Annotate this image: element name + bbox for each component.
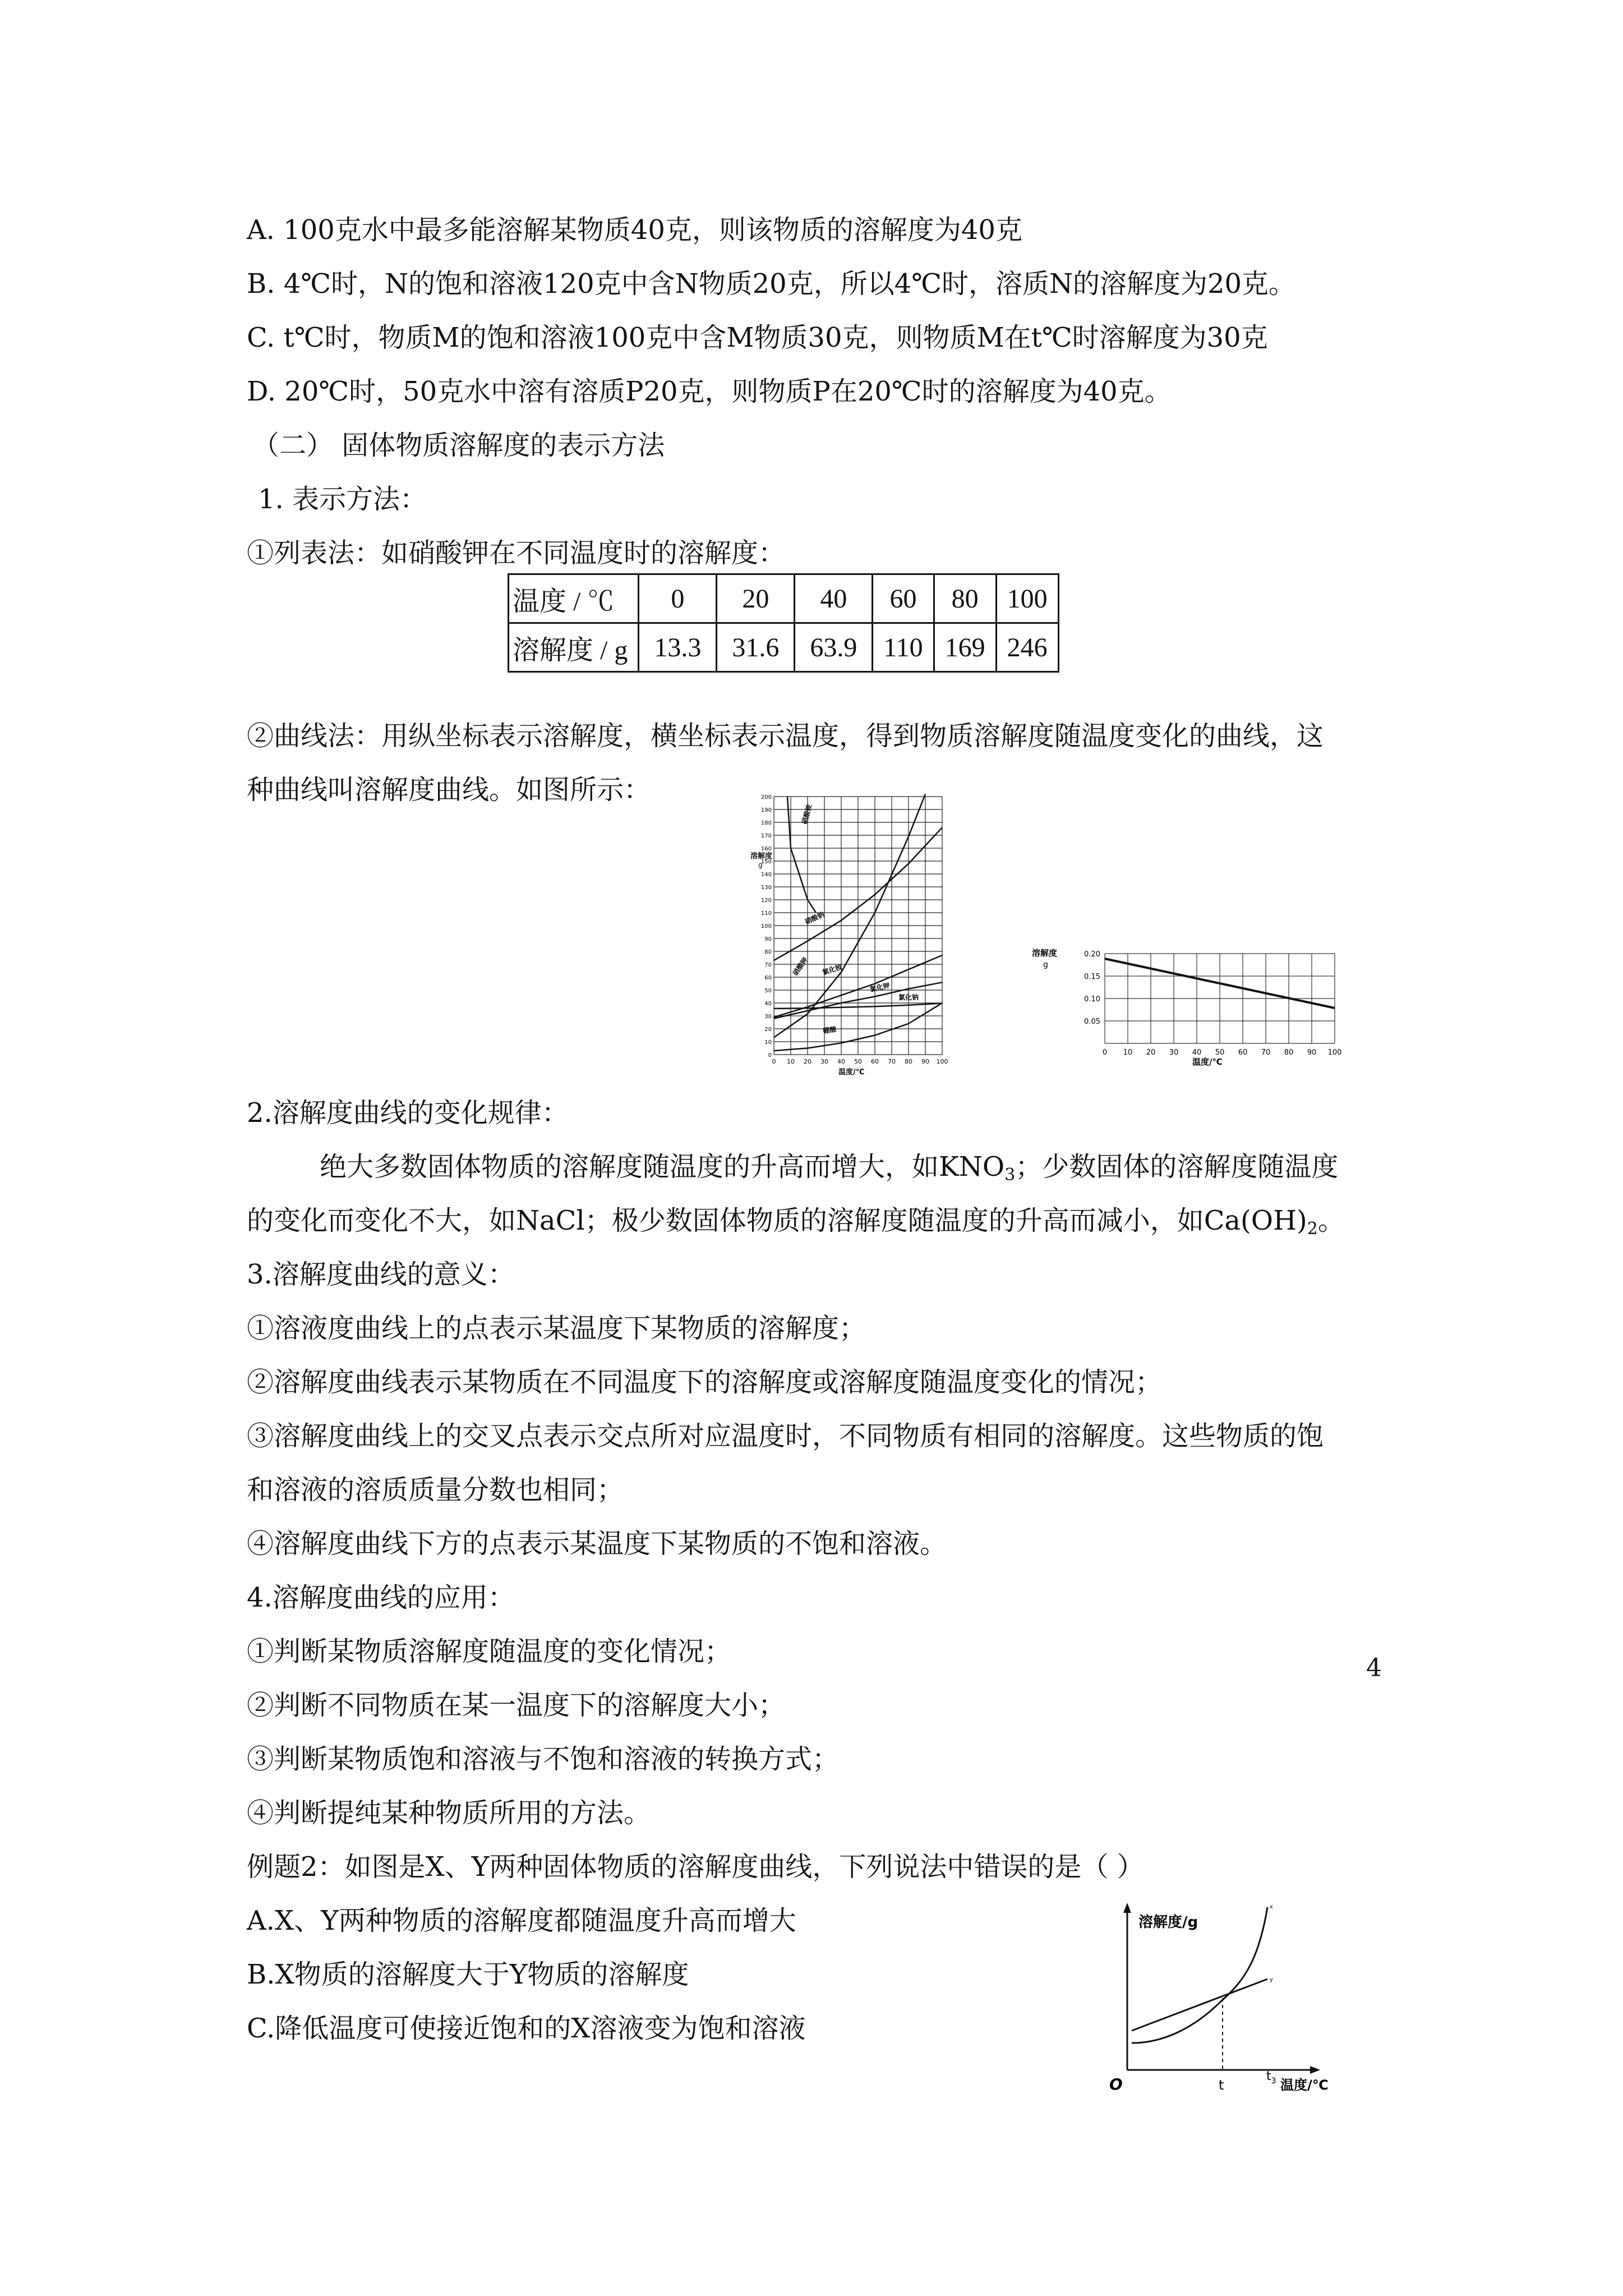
meaning-heading: 3.溶解度曲线的意义：: [247, 1259, 515, 1290]
ytick-label: 150: [760, 859, 772, 865]
curve-y-label: y: [1270, 1977, 1273, 1983]
ytick-label: 50: [764, 988, 772, 994]
xtick-label: 20: [804, 1058, 811, 1065]
table-cell: 0: [639, 574, 717, 623]
rules-text: 的变化而变化不大，如NaCl；极少数固体物质的溶解度随温度的升高而减小，如Ca(OH): [247, 1205, 1307, 1236]
rules-text: 。: [1317, 1205, 1345, 1236]
solubility-curves-chart: [740, 791, 965, 1083]
xtick-label: 90: [921, 1058, 929, 1065]
option-c: C. t℃时，物质M的饱和溶液100克中含M物质30克，则物质M在t℃时溶解度为30克: [247, 322, 1268, 353]
table-row: [509, 623, 1059, 672]
xtick-label: 100: [1327, 1048, 1342, 1057]
ytick-label: 70: [764, 962, 772, 968]
rules-line-2: [247, 1204, 1345, 1246]
curve-x-label: x: [1270, 1904, 1273, 1910]
meaning-item: 和溶液的溶质质量分数也相同；: [247, 1474, 624, 1506]
table-cell: 110: [873, 623, 934, 672]
xtick-label: 30: [820, 1058, 828, 1065]
curve-label: 硝酸钾: [791, 956, 810, 977]
xtick-label: 90: [1307, 1048, 1317, 1057]
ytick-label: 80: [764, 949, 772, 955]
chart-xticks: [1103, 1048, 1342, 1057]
ytick-label: 110: [760, 910, 772, 917]
chart-ylabel-unit: g: [1043, 960, 1048, 969]
subscript: 2: [1307, 1219, 1318, 1239]
xtick-label: 10: [787, 1058, 795, 1065]
ytick-label: 10: [764, 1039, 772, 1046]
option-d: D. 20℃时，50克水中溶有溶质P20克，则物质P在20℃时的溶解度为40克。: [247, 376, 1172, 407]
curve-intro-1: ②曲线法：用纵坐标表示溶解度，横坐标表示温度，得到物质溶解度随温度变化的曲线，这: [247, 720, 1324, 752]
ytick-label: 0.10: [1084, 995, 1100, 1004]
rules-line-1: [320, 1150, 1338, 1192]
curve-label: 硝酸钠: [804, 910, 826, 926]
xtick-label: 70: [1261, 1048, 1271, 1057]
table-cell: 温度 / ℃: [509, 574, 639, 623]
curve-label: 氯化钾: [869, 981, 891, 993]
xtick-label: 60: [1238, 1048, 1248, 1057]
meaning-item: ④溶解度曲线下方的点表示某温度下某物质的不饱和溶液。: [247, 1528, 947, 1559]
ytick-label: 20: [764, 1027, 772, 1033]
chart-xticks: [772, 1058, 948, 1065]
table-cell: 13.3: [639, 623, 717, 672]
ytick-label: 0.20: [1084, 950, 1100, 959]
application-item: ④判断提纯某种物质所用的方法。: [247, 1797, 651, 1829]
xtick-label: 50: [1215, 1048, 1225, 1057]
xtick-label: 100: [936, 1058, 948, 1065]
ytick-label: 0.15: [1084, 973, 1100, 981]
meaning-item: ①溶液度曲线上的点表示某温度下某物质的溶解度；: [247, 1313, 866, 1344]
xtick-label: 50: [854, 1058, 862, 1065]
table-cell: 63.9: [795, 623, 873, 672]
xtick-label: 80: [1284, 1048, 1294, 1057]
ytick-label: 140: [760, 872, 772, 878]
chart-yticks: [761, 794, 772, 1059]
example-option: B.X物质的溶解度大于Y物质的溶解度: [247, 1959, 689, 1990]
table-intro: ①列表法：如硝酸钾在不同温度时的溶解度：: [247, 537, 786, 569]
chart-ylabel: 溶解度/g: [1138, 1914, 1198, 1931]
ytick-label: 60: [764, 975, 772, 981]
t3-label: $t_3$: [1266, 2069, 1276, 2086]
option-a: A. 100克水中最多能溶解某物质40克，则该物质的溶解度为40克: [247, 214, 1022, 246]
application-item: ②判断不同物质在某一温度下的溶解度大小；: [247, 1690, 786, 1721]
solubility-table: [508, 573, 1059, 673]
table-cell: 溶解度 / g: [509, 623, 639, 672]
xtick-label: 40: [837, 1058, 845, 1065]
ytick-label: 30: [764, 1014, 772, 1020]
xtick-label: 0: [772, 1058, 776, 1065]
chart-xlabel: 温度/℃: [1280, 2077, 1329, 2093]
ytick-label: 120: [760, 898, 772, 904]
xtick-label: 20: [1146, 1048, 1156, 1057]
xtick-label: 30: [1169, 1048, 1179, 1057]
table-cell: 100: [996, 574, 1058, 623]
table-cell: 20: [717, 574, 795, 623]
xtick-label: 60: [871, 1058, 879, 1065]
table-cell: 31.6: [717, 623, 795, 672]
t-label: t: [1219, 2077, 1224, 2093]
chart-xlabel: 温度/℃: [1192, 1057, 1223, 1067]
y-axis-arrow: [1123, 1903, 1131, 1913]
curve-ammonium-nitrate: [787, 797, 816, 913]
meaning-item: ③溶解度曲线上的交叉点表示交点所对应温度时，不同物质有相同的溶解度。这些物质的饱: [247, 1420, 1324, 1452]
ytick-label: 200: [760, 794, 772, 800]
chart-ylabel-unit: g: [758, 861, 763, 869]
xtick-label: 70: [888, 1058, 896, 1065]
ytick-label: 170: [760, 833, 772, 839]
ytick-label: 90: [764, 936, 772, 942]
curve-label: 氯化钠: [898, 993, 919, 1001]
xtick-label: 0: [1102, 1048, 1108, 1057]
example-question: 例题2：如图是X、Y两种固体物质的溶解度曲线，下列说法中错误的是（ ）: [247, 1851, 1144, 1883]
xtick-label: 80: [905, 1058, 912, 1065]
section-heading: （二） 固体物质溶解度的表示方法: [252, 430, 665, 461]
rules-heading: 2.溶解度曲线的变化规律：: [247, 1097, 569, 1129]
xy-solubility-chart: [1099, 1896, 1357, 2098]
application-item: ③判断某物质饱和溶液与不饱和溶液的转换方式；: [247, 1743, 840, 1775]
origin-label: O: [1109, 2075, 1123, 2093]
chart-ylabel: 溶解度: [750, 852, 773, 861]
curve-label: 硼酸: [822, 1025, 837, 1035]
chart-grid: [774, 797, 942, 1055]
table-cell: 246: [996, 623, 1058, 672]
chart-ylabel: 溶解度: [1032, 948, 1058, 958]
application-heading: 4.溶解度曲线的应用：: [247, 1582, 515, 1613]
table-cell: 80: [934, 574, 996, 623]
ytick-label: 190: [760, 807, 772, 813]
example-option: A.X、Y两种物质的溶解度都随温度升高而增大: [247, 1905, 796, 1936]
meaning-item: ②溶解度曲线表示某物质在不同温度下的溶解度或溶解度随温度变化的情况；: [247, 1366, 1163, 1398]
table-cell: 60: [873, 574, 934, 623]
ytick-label: 0: [768, 1052, 772, 1059]
subscript: 3: [1004, 1165, 1016, 1185]
chart-xlabel: 温度/℃: [838, 1068, 865, 1076]
example-option: C.降低温度可使接近饱和的X溶液变为饱和溶液: [247, 2013, 806, 2044]
chart-yticks: [1084, 950, 1100, 1026]
ytick-label: 130: [760, 885, 772, 891]
ytick-label: 40: [764, 1001, 772, 1007]
table-cell: 40: [795, 574, 873, 623]
table-cell: 169: [934, 623, 996, 672]
method-heading: 1. 表示方法：: [258, 484, 427, 515]
ytick-label: 0.05: [1084, 1018, 1100, 1026]
xtick-label: 10: [1123, 1048, 1133, 1057]
ytick-label: 180: [760, 820, 772, 826]
table-row: [509, 574, 1059, 623]
curve-intro-2: 种曲线叫溶解度曲线。如图所示：: [247, 774, 651, 806]
ytick-label: 100: [760, 923, 772, 930]
calcium-hydroxide-chart: [1032, 942, 1346, 1077]
option-b: B. 4℃时，N的饱和溶液120克中含N物质20克，所以4℃时，溶质N的溶解度为20克。: [247, 268, 1296, 300]
curve-label: 氯化铵: [821, 963, 843, 977]
rules-text: 绝大多数固体物质的溶解度随温度的升高而增大，如KNO: [320, 1151, 1005, 1182]
x-axis-arrow: [1310, 2066, 1320, 2074]
curve-label: 硝酸铵: [800, 803, 814, 825]
application-item: ①判断某物质溶解度随温度的变化情况；: [247, 1636, 732, 1667]
curve-y: [1132, 1979, 1267, 2031]
rules-text: ；少数固体的溶解度随温度: [1015, 1151, 1339, 1182]
page-number: 4: [1366, 1654, 1382, 1682]
xtick-label: 40: [1192, 1048, 1202, 1057]
ytick-label: 160: [760, 846, 772, 852]
